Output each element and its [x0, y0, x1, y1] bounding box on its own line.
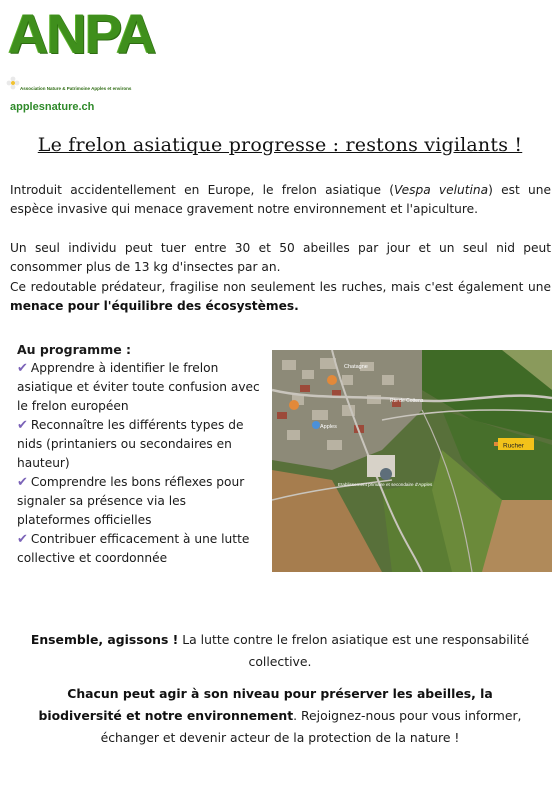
checkmark-icon: ✔	[17, 532, 28, 547]
program-item	[17, 530, 262, 568]
rucher-label: Rucher	[503, 442, 524, 450]
map-marker-icon	[327, 375, 337, 385]
map-image	[272, 350, 552, 572]
logo-tagline: Association Nature & Patrimoine Apples et environs	[20, 86, 132, 91]
logo-letters: ANPA	[8, 2, 155, 65]
intro-paragraph	[10, 181, 551, 219]
closing-2-text: . Rejoignez-nous pour vous informer, échanger et devenir acteur de la protection de la nature !	[100, 708, 522, 745]
closing-1-bold: Ensemble, agissons !	[30, 632, 179, 647]
program-item-text: Comprendre les bons réflexes pour signaler sa présence via les plateformes officielles	[17, 475, 245, 527]
map-label-place: Apples	[320, 424, 337, 430]
anpa-logo	[6, 2, 155, 96]
closing-paragraph-2	[0, 683, 560, 749]
impact-paragraph: Un seul individu peut tuer entre 30 et 50 abeilles par jour et un seul nid peut consommer plus de 13 kg d'insectes par an.	[10, 241, 551, 274]
program-item-text: Apprendre à identifier le frelon asiatique et éviter toute confusion avec le frelon européen	[17, 361, 260, 413]
program-item-text: Contribuer efficacement à une lutte collective et coordonnée	[17, 532, 250, 565]
predator-emphasis: menace pour l'équilibre des écosystèmes.	[10, 299, 299, 313]
checkmark-icon: ✔	[17, 361, 28, 376]
program-item	[17, 473, 262, 530]
closing-2-bold: Chacun peut agir à son niveau pour préserver les abeilles, la biodiversité et notre environnement	[38, 686, 493, 723]
map-label-chatagne: Chatagne	[344, 364, 368, 370]
flower-icon	[6, 76, 20, 90]
site-url[interactable]: applesnature.ch	[10, 101, 95, 113]
program-section	[17, 340, 262, 568]
intro-text-after: ) est une espèce invasive qui menace gravement notre environnement et l'apiculture.	[10, 183, 552, 216]
predator-text: Ce redoutable prédateur, fragilise non seulement les ruches, mais c'est également une	[10, 280, 551, 294]
intro-text-before: Introduit accidentellement en Europe, le frelon asiatique (	[10, 183, 394, 197]
checkmark-icon: ✔	[17, 418, 28, 433]
map-marker-icon	[289, 400, 299, 410]
closing-paragraph-1	[0, 629, 560, 673]
program-item-text: Reconnaître les différents types de nids (printaniers ou secondaires en hauteur)	[17, 418, 244, 470]
map-label-school: Etablissement primaire et secondaire d'Apples	[338, 482, 433, 487]
species-name: Vespa velutina	[393, 183, 489, 197]
program-item	[17, 416, 262, 473]
checkmark-icon: ✔	[17, 475, 28, 490]
program-title: Au programme :	[17, 342, 132, 357]
satellite-map	[272, 350, 552, 572]
closing-1-text: La lutte contre le frelon asiatique est une responsabilité collective.	[178, 632, 530, 669]
predator-paragraph	[10, 278, 551, 316]
map-marker-icon	[312, 421, 320, 429]
page-title: Le frelon asiatique progresse : restons vigilants !	[37, 134, 523, 156]
program-item	[17, 359, 262, 416]
map-label-road: Rte de Cottens	[390, 398, 424, 404]
